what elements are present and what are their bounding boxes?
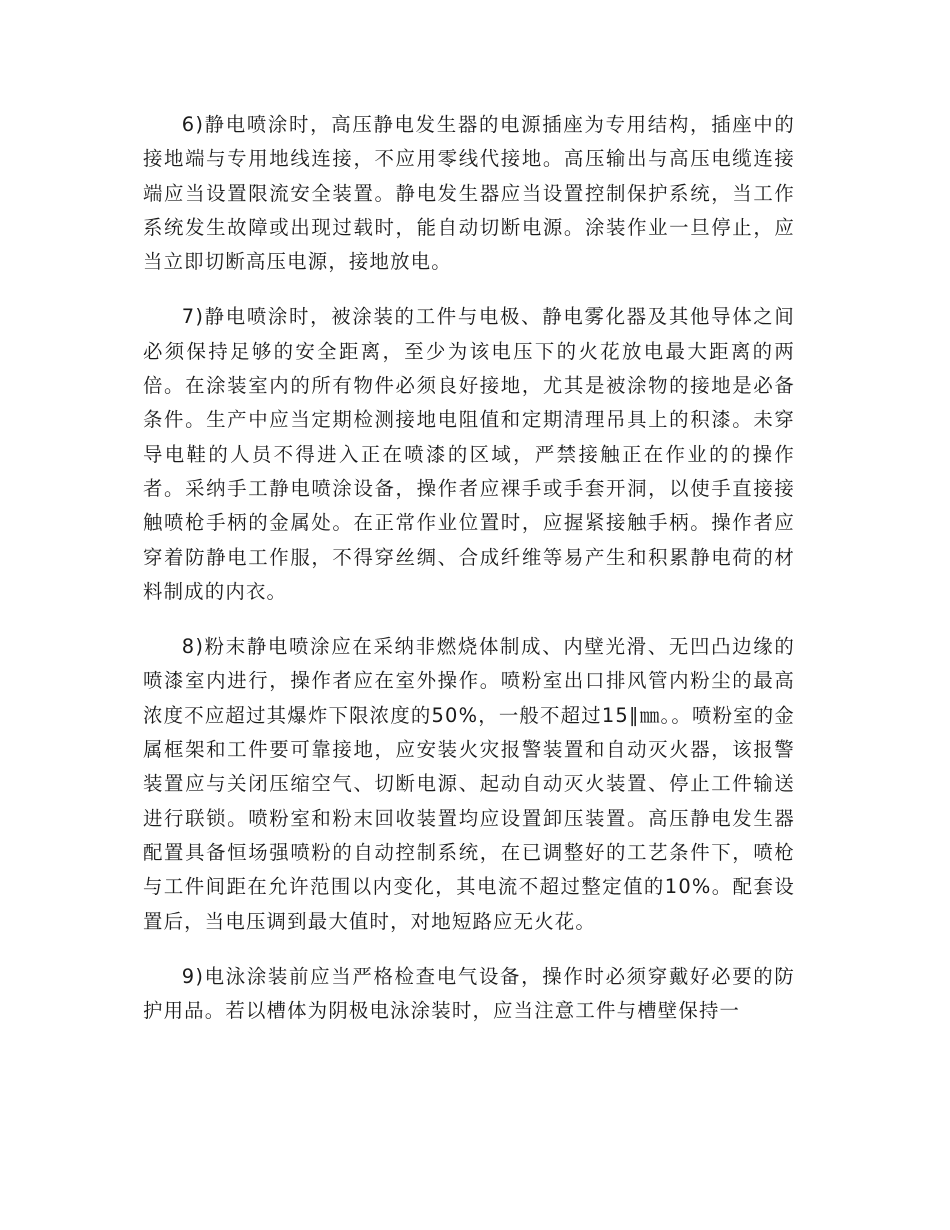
paragraph-6: 6)静电喷涂时，高压静电发生器的电源插座为专用结构，插座中的接地端与专用地线连接，不应用零线代接地。高压输出与高压电缆连接端应当设置限流安全装置。静电发生器应当设置控制保护系统，当工作系统发生故障或出现过载时，能自动切断电源。涂装作业一旦停止，应当立即切断高压电源，接地放电。 xyxy=(143,113,795,274)
paragraph-7: 7)静电喷涂时，被涂装的工件与电极、静电雾化器及其他导体之间必须保持足够的安全距离，至少为该电压下的火花放电最大距离的两倍。在涂装室内的所有物件必须良好接地，尤其是被涂物的接地是必备条件。生产中应当定期检测接地电阻值和定期清理吊具上的积漆。未穿导电鞋的人员不得进入正在喷漆的区域，严禁接触正在作业的的操作者。采纳手工静电喷涂设备，操作者应裸手或手套开洞，以使手直接接触喷枪手柄的金属处。在正常作业位置时，应握紧接触手柄。操作者应穿着防静电工作服，不得穿丝绸、合成纤维等易产生和积累静电荷的材料制成的内衣。 xyxy=(143,305,795,603)
paragraph-8: 8)粉末静电喷涂应在采纳非燃烧体制成、内壁光滑、无凹凸边缘的喷漆室内进行，操作者应在室外操作。喷粉室出口排风管内粉尘的最高浓度不应超过其爆炸下限浓度的50%，一般不超过15∥㎜。。喷粉室的金属框架和工件要可靠接地，应安装火灾报警装置和自动灭火器，该报警装置应与关闭压缩空气、切断电源、起动自动灭火装置、停止工件输送进行联锁。喷粉室和粉末回收装置均应设置卸压装置。高压静电发生器配置具备恒场强喷粉的自动控制系统，在已调整好的工艺条件下，喷枪与工件间距在允许范围以内变化，其电流不超过整定值的10%。配套设置后，当电压调到最大值时，对地短路应无火花。 xyxy=(143,635,795,933)
paragraph-9: 9)电泳涂装前应当严格检查电气设备，操作时必须穿戴好必要的防护用品。若以槽体为阴极电泳涂装时，应当注意工件与槽壁保持一 xyxy=(143,964,795,1023)
document-body xyxy=(143,108,795,1049)
